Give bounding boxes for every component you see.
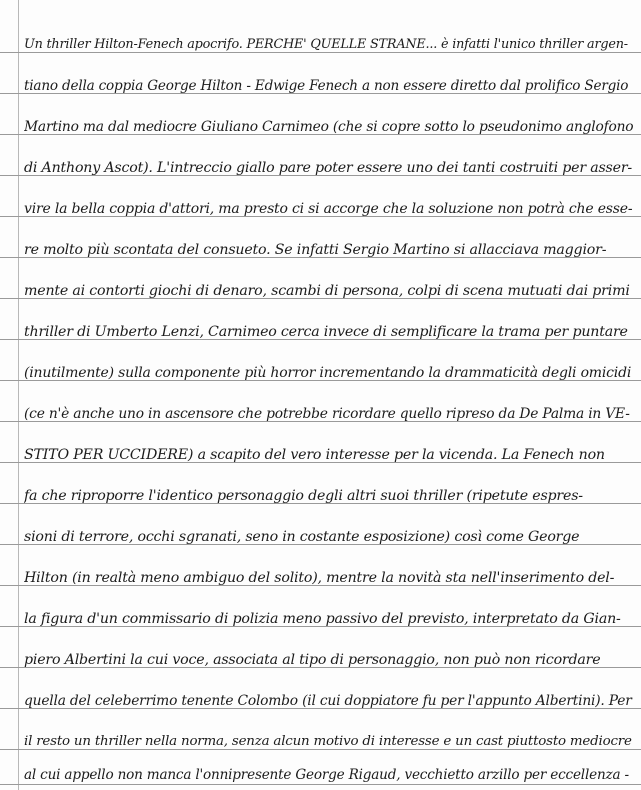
ruled-line xyxy=(0,784,641,785)
text-line: STITO PER UCCIDERE) a scapito del vero interesse per la vicenda. La Fenech non xyxy=(24,447,605,463)
text-line: piero Albertini la cui voce, associata al tipo di personaggio, non può non ricordare xyxy=(24,652,601,668)
text-line: Hilton (in realtà meno ambiguo del solito), mentre la novità sta nell'inserimento del- xyxy=(24,570,615,586)
text-line: re molto più scontata del consueto. Se infatti Sergio Martino si allacciava maggior- xyxy=(24,242,607,258)
text-line: (ce n'è anche uno in ascensore che potrebbe ricordare quello ripreso da De Palma in VE- xyxy=(24,406,630,422)
text-line: Martino ma dal mediocre Giuliano Carnimeo (che si copre sotto lo pseudonimo anglofono xyxy=(24,119,634,135)
text-line: thriller di Umberto Lenzi, Carnimeo cerca invece di semplificare la trama per puntare xyxy=(24,324,628,340)
text-line: di Anthony Ascot). L'intreccio giallo pare poter essere uno dei tanti costruiti per asser- xyxy=(24,160,633,176)
text-line: vire la bella coppia d'attori, ma presto ci si accorge che la soluzione non potrà che esse- xyxy=(24,201,633,217)
text-line: la figura d'un commissario di polizia meno passivo del previsto, interpretato da Gian- xyxy=(24,611,621,627)
text-line: sioni di terrore, occhi sgranati, seno in costante esposizione) così come George xyxy=(24,529,580,545)
text-line: tiano della coppia George Hilton - Edwige Fenech a non essere diretto dal prolifico Sergio xyxy=(24,78,629,94)
text-line: mente ai contorti giochi di denaro, scambi di persona, colpi di scena mutuati dai primi xyxy=(24,283,630,299)
text-line: Un thriller Hilton-Fenech apocrifo. PERCHE' QUELLE STRANE... è infatti l'unico thriller argen- xyxy=(24,37,628,52)
text-line: quella del celeberrimo tenente Colombo (il cui doppiatore fu per l'appunto Albertini). Per xyxy=(24,693,632,709)
text-line: fa che riproporre l'identico personaggio degli altri suoi thriller (ripetute espres- xyxy=(24,488,583,504)
text-line: al cui appello non manca l'onnipresente George Rigaud, vecchietto arzillo per eccellenza - xyxy=(24,767,629,783)
text-line: (inutilmente) sulla componente più horror incrementando la drammaticità degli omicidi xyxy=(24,365,632,381)
margin-line xyxy=(18,0,19,790)
text-line: il resto un thriller nella norma, senza alcun motivo di interesse e un cast piuttosto mediocre xyxy=(24,734,632,749)
